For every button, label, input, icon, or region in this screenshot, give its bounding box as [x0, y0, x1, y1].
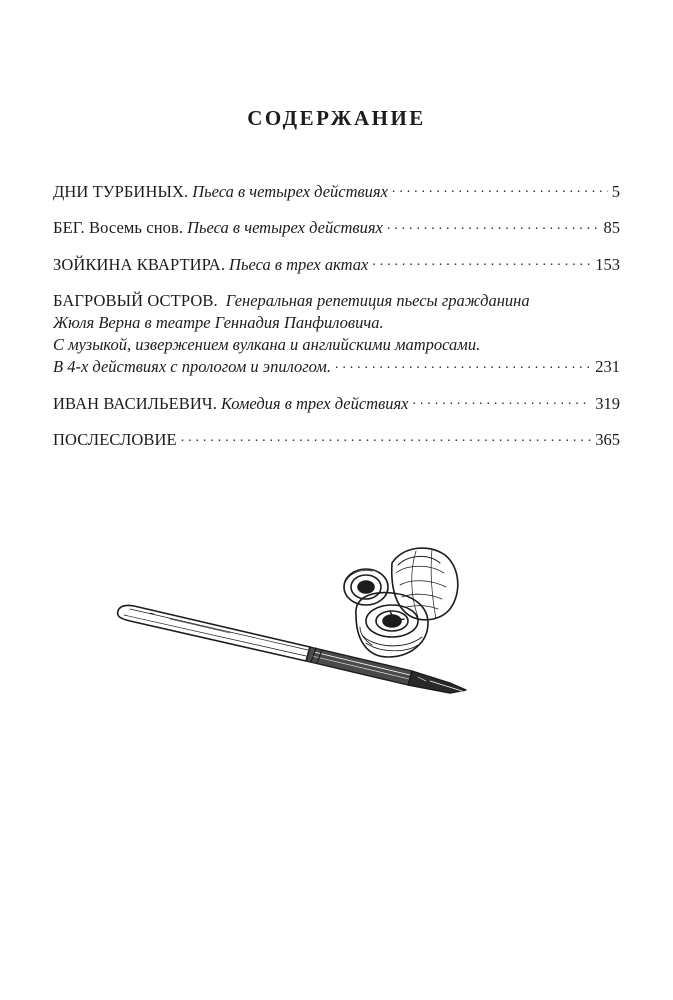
pen-nib	[408, 671, 466, 693]
toc-entry-title: ДНИ ТУРБИНЫХ.	[53, 181, 189, 201]
toc-page-number: 319	[595, 393, 620, 413]
dot-leader	[392, 180, 608, 197]
toc-entry-subtitle-line: Жюля Верна в театре Геннадия Панфиловича.	[53, 312, 384, 332]
dot-leader	[335, 356, 591, 373]
toc-entry-title: БЕГ. Восемь снов.	[53, 218, 184, 237]
toc-line	[53, 392, 620, 415]
toc-line	[53, 429, 620, 452]
page-title: СОДЕРЖАНИЕ	[247, 106, 426, 130]
toc-entry-subtitle: Комедия в трех действиях	[220, 393, 409, 413]
toc-page-number: 153	[595, 254, 620, 274]
toc-entry-title: ИВАН ВАСИЛЬЕВИЧ.	[53, 393, 217, 413]
table-of-contents	[53, 180, 620, 465]
toc-entry-posleslovie[interactable]	[53, 429, 620, 452]
toc-page-number: 231	[595, 357, 620, 376]
toc-line	[53, 356, 620, 379]
inkwell-body	[356, 593, 428, 657]
dot-leader	[372, 253, 591, 270]
pen-grip	[306, 647, 412, 685]
toc-entry-beg[interactable]	[53, 217, 620, 240]
dot-leader	[181, 429, 592, 446]
dot-leader	[413, 392, 592, 409]
toc-line	[53, 253, 620, 276]
toc-entry-title: ПОСЛЕСЛОВИЕ	[53, 430, 177, 449]
toc-entry-bagrovy-ostrov[interactable]	[53, 290, 620, 379]
toc-entry-subtitle-line: В 4-х действиях с прологом и эпилогом.	[53, 357, 331, 376]
inkwell-cap	[344, 569, 388, 605]
toc-entry-subtitle: Генеральная репетиция пьесы гражданина	[225, 290, 530, 310]
dot-leader	[387, 217, 600, 234]
toc-line	[53, 217, 620, 240]
toc-entry-dni-turbinykh[interactable]	[53, 180, 620, 203]
toc-line	[53, 290, 620, 312]
toc-page-number: 5	[611, 181, 620, 201]
toc-line	[53, 180, 620, 203]
toc-entry-subtitle: Пьеса в четырех действиях	[192, 181, 388, 201]
toc-entry-ivan-vasilievich[interactable]	[53, 392, 620, 415]
toc-page-number: 365	[595, 430, 620, 449]
toc-entry-title: БАГРОВЫЙ ОСТРОВ.	[53, 290, 218, 310]
toc-entry-zoykina-kvartira[interactable]	[53, 253, 620, 276]
pen-barrel	[118, 606, 310, 661]
toc-entry-subtitle: Пьеса в трех актах	[229, 254, 369, 274]
toc-entry-subtitle-line: С музыкой, извержением вулкана и английскими матросами.	[53, 334, 481, 354]
toc-entry-title: ЗОЙКИНА КВАРТИРА.	[53, 254, 226, 274]
toc-entry-subtitle: Пьеса в четырех действиях	[187, 218, 383, 237]
fountain-pen-and-inkwell-drawing-icon	[110, 535, 490, 710]
toc-page-number: 85	[603, 218, 620, 237]
